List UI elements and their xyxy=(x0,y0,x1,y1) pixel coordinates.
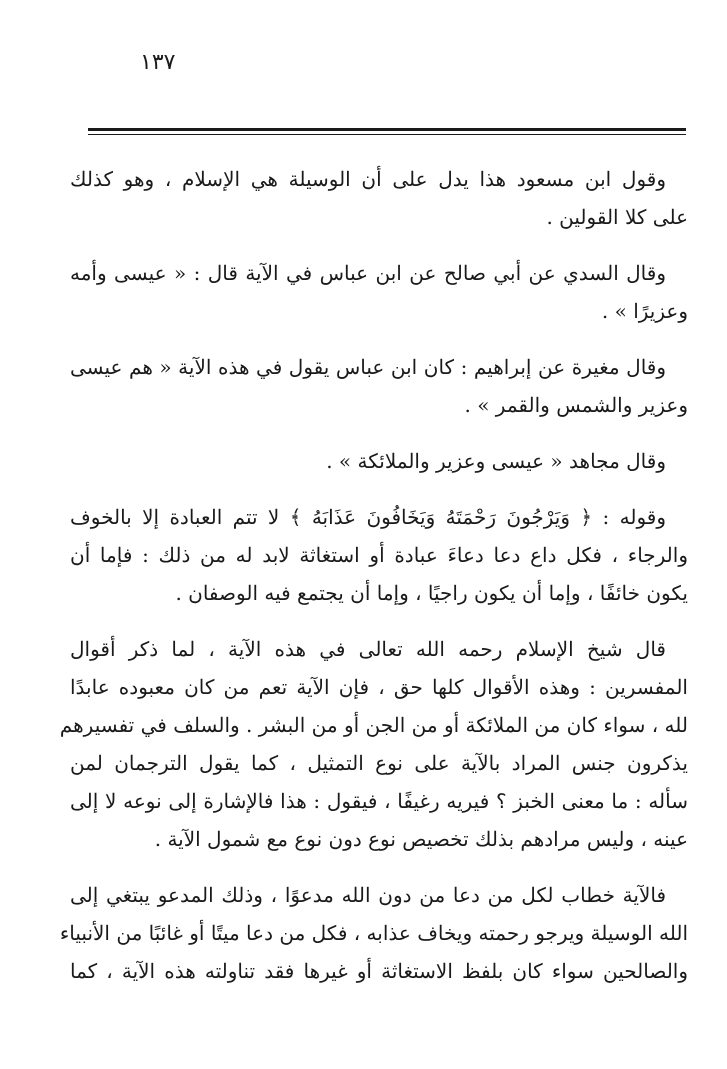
text-line: سأله : ما معنى الخبز ؟ فيريه رغيفًا ، فيقول : هذا فالإشارة إلى نوعه لا إلى xyxy=(70,789,688,813)
text-line: قال شيخ الإسلام رحمه الله تعالى في هذه الآية ، لما ذكر أقوال xyxy=(70,637,666,661)
text-line: والرجاء ، فكل داع دعا دعاءَ عبادة أو استغاثة لابد له من ذلك : فإما أن xyxy=(70,543,688,567)
paragraph-7 xyxy=(59,876,688,990)
text-line: وقال مجاهد « عيسى وعزير والملائكة » . xyxy=(326,449,666,473)
text-line: يكون خائفًا ، وإما أن يكون راجيًا ، وإما أن يجتمع فيه الوصفان . xyxy=(175,581,688,605)
text-line: الله الوسيلة ويرجو رحمته ويخاف عذابه ، فكل من دعا ميتًا أو غائبًا من الأنبياء xyxy=(59,921,688,945)
paragraph-3 xyxy=(70,348,688,424)
paragraph-6 xyxy=(59,630,688,858)
text-line: وقال مغيرة عن إبراهيم : كان ابن عباس يقول في هذه الآية « هم عيسى xyxy=(70,355,666,379)
text-line: فالآية خطاب لكل من دعا من دون الله مدعوًا ، وذلك المدعو يبتغي إلى xyxy=(70,883,666,907)
paragraph-2 xyxy=(70,254,688,330)
text-line: وقال السدي عن أبي صالح عن ابن عباس في الآية قال : « عيسى وأمه xyxy=(70,261,666,285)
text-line: لله ، سواء كان من الملائكة أو من الجن أو من البشر . والسلف في تفسيرهم xyxy=(59,713,688,737)
text-line: وعزيرًا » . xyxy=(601,299,688,323)
paragraph-1 xyxy=(70,160,688,236)
text-line: وقوله : ﴿ وَيَرْجُونَ رَحْمَتَهُ وَيَخَافُونَ عَذَابَهُ ﴾ لا تتم العبادة إلا بالخوف xyxy=(70,505,666,529)
body-text xyxy=(59,160,688,1008)
text-line: وقول ابن مسعود هذا يدل على أن الوسيلة هي الإسلام ، وهو كذلك xyxy=(70,167,666,191)
header-rule-thin xyxy=(88,134,686,135)
text-line: يذكرون جنس المراد بالآية على نوع التمثيل ، كما يقول الترجمان لمن xyxy=(70,751,688,775)
page-number: ١٣٧ xyxy=(140,50,176,75)
text-line: المفسرين : وهذه الأقوال كلها حق ، فإن الآية تعم من كان معبوده عابدًا xyxy=(70,675,688,699)
paragraph-5 xyxy=(70,498,688,612)
text-line: على كلا القولين . xyxy=(546,205,688,229)
text-line: وعزير والشمس والقمر » . xyxy=(464,393,688,417)
text-line: والصالحين سواء كان بلفظ الاستغاثة أو غيرها فقد تناولته هذه الآية ، كما xyxy=(70,959,688,983)
text-line: عينه ، وليس مرادهم بذلك تخصيص نوع دون نوع مع شمول الآية . xyxy=(154,827,688,851)
paragraph-4 xyxy=(70,442,688,480)
header-rule-thick xyxy=(88,128,686,131)
